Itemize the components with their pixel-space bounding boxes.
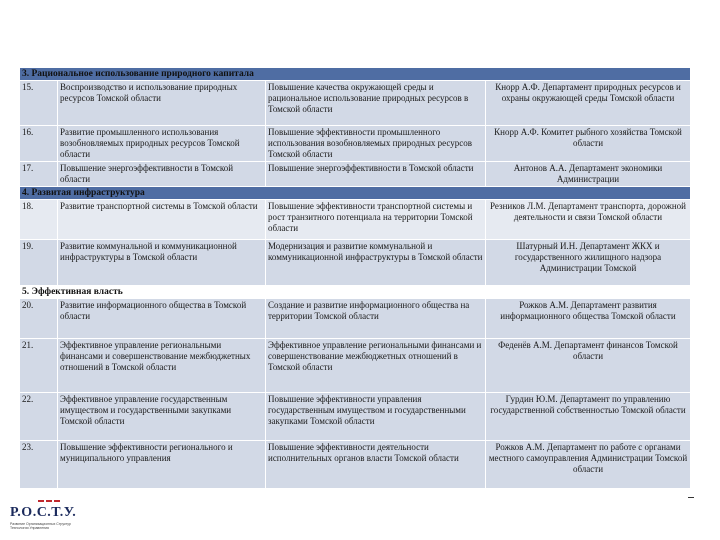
row-number: 19.	[20, 240, 58, 285]
responsible-cell: Гурдин Ю.М. Департамент по управлению государственной собственностью Томской области	[486, 393, 690, 440]
section-header: 4. Развитая инфраструктура	[20, 187, 690, 200]
logo-subtitle: Развитие Организационных Структур Технологии Управления	[10, 522, 71, 530]
logo-accent	[38, 500, 60, 502]
goal-cell: Повышение эффективности управления государственным имуществом и государственными закупками Томской области	[266, 393, 486, 440]
row-number: 18.	[20, 200, 58, 239]
activity-cell: Развитие транспортной системы в Томской области	[58, 200, 266, 239]
table-row	[20, 339, 690, 393]
activity-cell: Развитие информационного общества в Томской области	[58, 299, 266, 338]
row-number: 17.	[20, 162, 58, 186]
activity-cell: Развитие промышленного использования возобновляемых природных ресурсов Томской области	[58, 126, 266, 161]
goal-cell: Повышение эффективности промышленного использования возобновляемых природных ресурсов Томской области	[266, 126, 486, 161]
responsible-cell: Кнорр А.Ф. Департамент природных ресурсов и охраны окружающей среды Томской области	[486, 81, 690, 125]
row-number: 20.	[20, 299, 58, 338]
goal-cell: Повышение эффективности транспортной системы и рост транзитного потенциала на территории Томской области	[266, 200, 486, 239]
responsible-cell: Шатурный И.Н. Департамент ЖКХ и государственного жилищного надзора Администрации Томской	[486, 240, 690, 285]
section-header: 3. Рациональное использование природного капитала	[20, 68, 690, 81]
responsible-cell: Антонов А.А. Департамент экономики Администрации	[486, 162, 690, 186]
section-header: 5. Эффективная власть	[20, 286, 690, 299]
goal-cell: Повышение энергоэффективности в Томской области	[266, 162, 486, 186]
row-number: 16.	[20, 126, 58, 161]
table-row	[20, 81, 690, 126]
row-number: 21.	[20, 339, 58, 392]
table-row	[20, 126, 690, 162]
table-row	[20, 393, 690, 441]
table-row	[20, 441, 690, 489]
goal-cell: Эффективное управление региональными финансами и совершенствование межбюджетных отношений в Томской области	[266, 339, 486, 392]
activity-cell: Эффективное управление государственным имуществом и государственными закупками Томской области	[58, 393, 266, 440]
responsible-cell: Рожков А.М. Департамент по работе с органами местного самоуправления Администрации Томской области	[486, 441, 690, 488]
row-number: 22.	[20, 393, 58, 440]
strategy-table	[20, 68, 690, 489]
table-row	[20, 162, 690, 187]
row-number: 15.	[20, 81, 58, 125]
goal-cell: Создание и развитие информационного общества на территории Томской области	[266, 299, 486, 338]
responsible-cell: Рожков А.М. Департамент развития информационного общества Томской области	[486, 299, 690, 338]
activity-cell: Развитие коммунальной и коммуникационной инфраструктуры в Томской области	[58, 240, 266, 285]
goal-cell: Модернизация и развитие коммунальной и коммуникационной инфраструктуры в Томской области	[266, 240, 486, 285]
table-row	[20, 240, 690, 286]
responsible-cell: Резников Л.М. Департамент транспорта, дорожной деятельности и связи Томской области	[486, 200, 690, 239]
activity-cell: Повышение эффективности регионального и муниципального управления	[58, 441, 266, 488]
activity-cell: Воспроизводство и использование природных ресурсов Томской области	[58, 81, 266, 125]
logo-name: Р.О.С.Т.У.	[10, 505, 77, 520]
activity-cell: Повышение энергоэффективности в Томской области	[58, 162, 266, 186]
rostu-logo	[10, 500, 90, 538]
responsible-cell: Феденёв А.М. Департамент финансов Томской области	[486, 339, 690, 392]
table-row	[20, 299, 690, 339]
goal-cell: Повышение качества окружающей среды и рациональное использование природных ресурсов в Томской области	[266, 81, 486, 125]
goal-cell: Повышение эффективности деятельности исполнительных органов власти Томской области	[266, 441, 486, 488]
responsible-cell: Кнорр А.Ф. Комитет рыбного хозяйства Томской области	[486, 126, 690, 161]
row-number: 23.	[20, 441, 58, 488]
activity-cell: Эффективное управление региональными финансами и совершенствование межбюджетных отношений в Томской области	[58, 339, 266, 392]
divider	[688, 497, 694, 498]
table-row	[20, 200, 690, 240]
